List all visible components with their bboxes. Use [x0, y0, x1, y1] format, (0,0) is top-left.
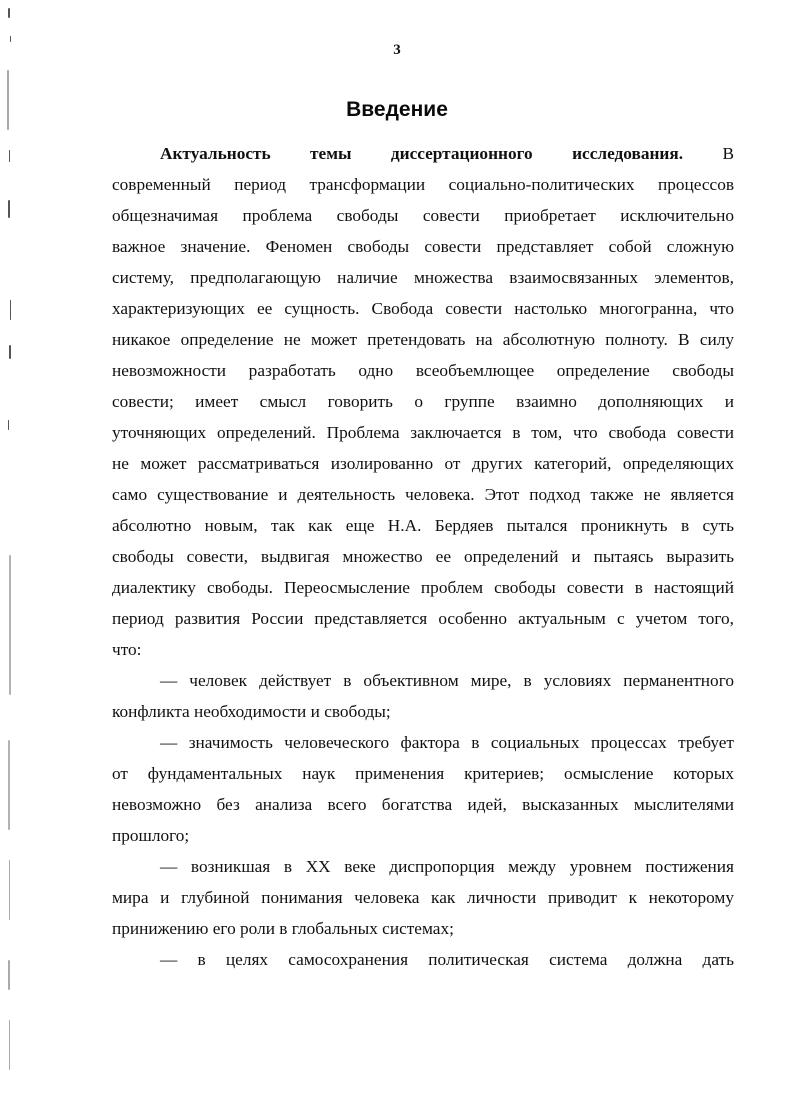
paragraph-line: никакое определение не может претендовать на абсолютную полноту. В силу	[112, 330, 734, 349]
paragraph-line: важное значение. Феномен свободы совести представляет собой сложную	[112, 237, 734, 256]
paragraph-line: совести; имеет смысл говорить о группе взаимно дополняющих и	[112, 392, 734, 411]
paragraph-line: невозможности разработать одно всеобъемлющее определение свободы	[112, 361, 734, 380]
paragraph-line: само существование и деятельность человека. Этот подход также не является	[112, 485, 734, 504]
paragraph-line: не может рассматриваться изолированно от других категорий, определяющих	[112, 454, 734, 473]
paragraph-line: абсолютно новым, так как еще Н.А. Бердяев пытался проникнуть в суть	[112, 516, 734, 535]
paragraph-line: современный период трансформации социально-политических процессов	[112, 175, 734, 194]
paragraph-line: свободы совести, выдвигая множество ее определений и пытаясь выразить	[112, 547, 734, 566]
list-item-line: мира и глубиной понимания человека как личности приводит к некоторому	[112, 888, 734, 907]
list-item-line: — человек действует в объективном мире, в условиях перманентного	[160, 671, 734, 690]
paragraph-line: что:	[112, 640, 142, 659]
paragraph-lead: Актуальность темы диссертационного исследования.	[160, 144, 684, 163]
page-number: 3	[393, 42, 401, 58]
section-heading: Введение	[346, 98, 448, 121]
paragraph-line: период развития России представляется особенно актуальным с учетом того,	[112, 609, 734, 628]
list-item-line: — в целях самосохранения политическая система должна дать	[160, 950, 734, 969]
list-item-line: — значимость человеческого фактора в социальных процессах требует	[160, 733, 734, 752]
list-item-line: прошлого;	[112, 826, 190, 845]
body-text	[112, 138, 734, 975]
list-item-line: от фундаментальных наук применения критериев; осмысление которых	[112, 764, 734, 783]
paragraph-line: диалектику свободы. Переосмысление проблем свободы совести в настоящий	[112, 578, 734, 597]
paragraph-line: Актуальность темы диссертационного исследования. В	[160, 144, 734, 163]
paragraph-line: уточняющих определений. Проблема заключается в том, что свобода совести	[112, 423, 734, 442]
list-item-line: принижению его роли в глобальных системах;	[112, 919, 454, 938]
list-item-line: невозможно без анализа всего богатства идей, высказанных мыслителями	[112, 795, 734, 814]
list-item-line: конфликта необходимости и свободы;	[112, 702, 391, 721]
scan-margin-artifacts	[4, 0, 18, 1094]
paragraph-line: характеризующих ее сущность. Свобода совести настолько многогранна, что	[112, 299, 734, 318]
paragraph-line: общезначимая проблема свободы совести приобретает исключительно	[112, 206, 734, 225]
list-item-line: — возникшая в XX веке диспропорция между уровнем постижения	[160, 857, 734, 876]
paragraph-line: систему, предполагающую наличие множества взаимосвязанных элементов,	[112, 268, 734, 287]
